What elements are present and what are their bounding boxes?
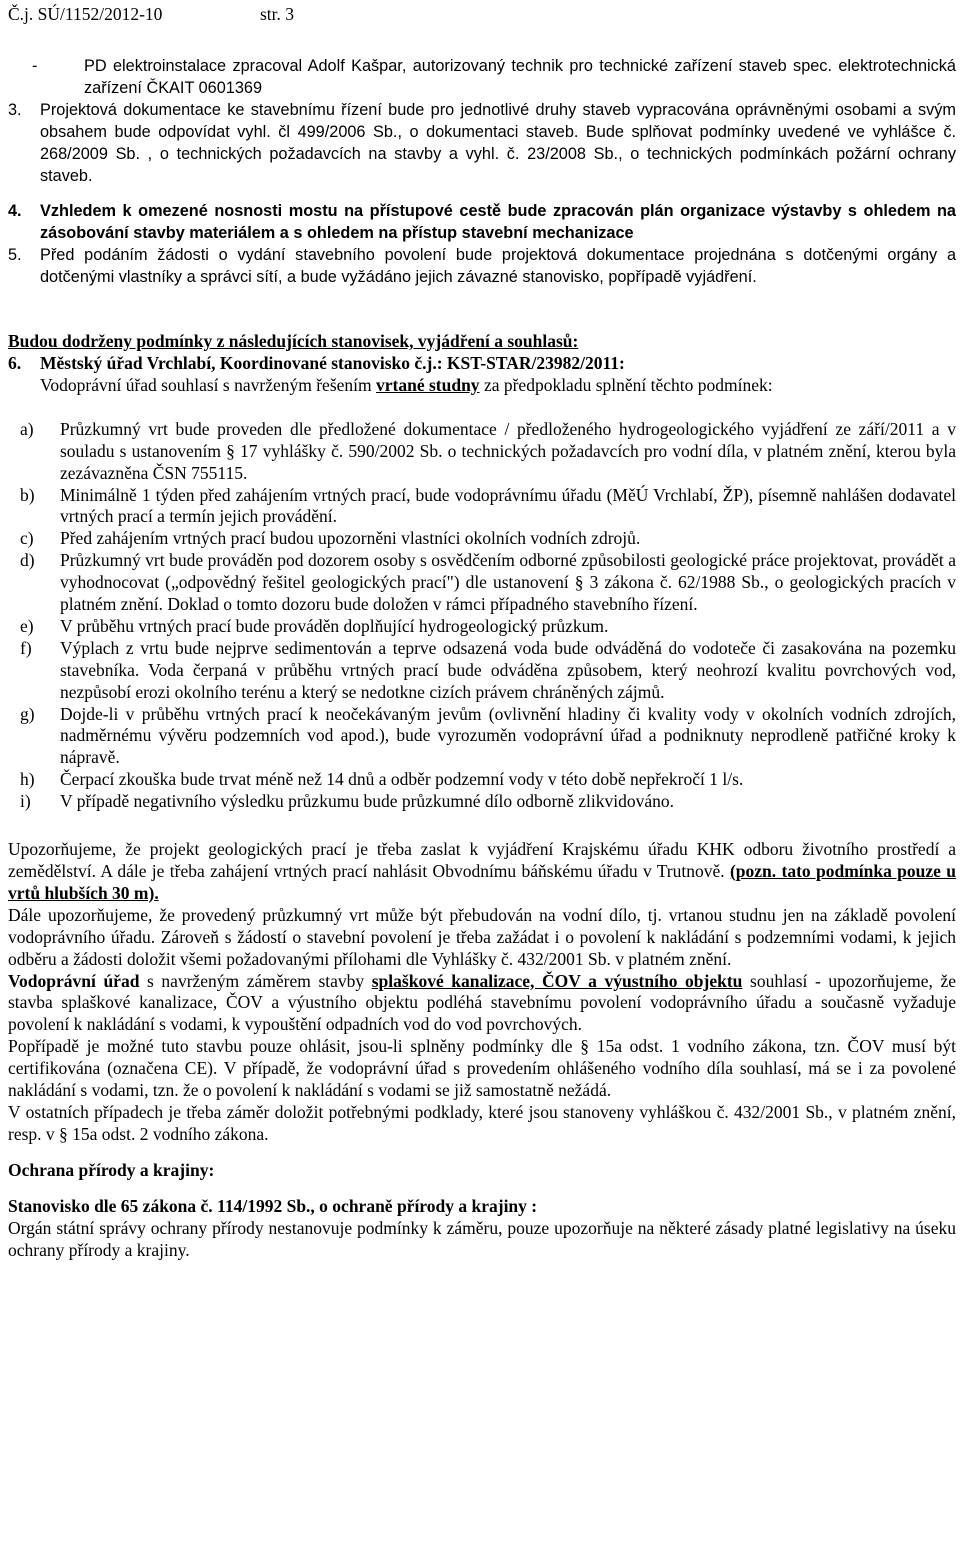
condition-item bbox=[8, 616, 956, 638]
condition-text: Výplach z vrtu bude nejprve sedimentován a teprve odsazená voda bude odváděná do vodotečе či zasakována na pozemku stavebníka. Voda čerpaná v průběhu vrtných prací bude odváděna způsobem, který neohrozí kvalitu povrchových vod, nezpůsobí erozi okolního terénu a který se nedotkne cizích právem chráněných zájmů. bbox=[60, 637, 956, 702]
condition-letter: g) bbox=[20, 703, 35, 724]
list-text: Projektová dokumentace ke stavebnímu řízení bude pro jednotlivé druhy staveb vypracována oprávněnými osobami a svým obsahem bude odpovídat vyhl. čl 499/2006 Sb., o dokumentaci staveb. Bude splňovat podmínky uvedené ve vyhlášce č. 268/2009 Sb. , o technických požadavcích na stavby a vyhl. č. 23/2008 Sb., o technických podmínkách požární ochrany staveb. bbox=[40, 100, 956, 185]
condition-item bbox=[8, 419, 956, 485]
notice-note: (pozn. tato podmínka pouze u vrtů hlubších 30 m). bbox=[8, 861, 956, 903]
condition-text: Čerpací zkouška bude trvat méně než 14 dnů a odběr podzemní vody v této době nepřekročí 1 l/s. bbox=[60, 769, 744, 790]
list-text: Vzhledem k omezené nosnosti mostu na přístupové cestě bude zpracován plán organizace výstavby s ohledem na zásobování stavby materiálem a s ohledem na přístup stavební mechanizace bbox=[40, 202, 956, 243]
condition-letter: d) bbox=[20, 550, 35, 571]
condition-text: Dojde-li v průběhu vrtných prací k neočekávaným jevům (ovlivnění hladiny či kvality vody v okolních vodních zdrojích, nadměrnému vývěru podzemních vod apod.), bude vyrozuměn vodoprávní úřad a podniknuty neprodleně patřičné kroky k nápravě. bbox=[60, 703, 956, 768]
condition-letter: f) bbox=[20, 637, 32, 658]
nature-subheading: Stanovisko dle 65 zákona č. 114/1992 Sb., o ochraně přírody a krajiny : bbox=[8, 1195, 538, 1216]
condition-letter: i) bbox=[20, 791, 31, 812]
list-item bbox=[8, 100, 956, 188]
nature-text: Orgán státní správy ochrany přírody nestanovuje podmínky k záměru, pouze upozorňuje na některé zásady platné legislativy na úseku ochrany přírody a krajiny. bbox=[8, 1217, 956, 1260]
condition-text: V průběhu vrtných prací bude prováděn doplňující hydrogeologický průzkum. bbox=[60, 615, 609, 636]
conditions-list bbox=[8, 419, 956, 813]
opinion-title: Městský úřad Vrchlabí, Koordinované stanovisko č.j.: KST-STAR/23982/2011: bbox=[40, 352, 625, 373]
nature-heading: Ochrana přírody a krajiny: bbox=[8, 1159, 215, 1180]
condition-text: Průzkumný vrt bude proveden dle předložené dokumentace / předloženého hydrogeologického vyjádření ze září/2011 a v souladu s ustanovením § 17 vyhlášky č. 590/2002 Sb. o technických požadavcích pro vodní díla, v platném znění, kterou byla zezávazněna ČSN 755115. bbox=[60, 418, 956, 483]
well-term: vrtané studny bbox=[376, 374, 480, 395]
condition-letter: c) bbox=[20, 528, 34, 549]
sewer-term: splaškové kanalizace, ČOV a výustního objektu bbox=[371, 970, 743, 991]
condition-letter: h) bbox=[20, 769, 35, 790]
notice-paragraph: Dále upozorňujeme, že provedený průzkumný vrt může být přebudován na vodní dílo, tj. vrtanou studnu jen na základě povolení vodoprávního úřadu. Zároveň s žádostí o stavební povolení je třeba zažádat i o povolení k nakládání s podzemními vodami, k jejich odběru a žádosti doložit všemi požadovanými přílohami dle Vyhlášky č. 432/2001 Sb. v platném znění. bbox=[8, 904, 956, 969]
condition-letter: e) bbox=[20, 615, 34, 636]
condition-item bbox=[8, 704, 956, 770]
condition-text: Průzkumný vrt bude prováděn pod dozorem osoby s osvědčením odborné způsobilosti geologické práce projektovat, provádět a vyhodnocovat („odpovědný řešitel geologických prací") dle ustanovení § 3 zákona č. 62/1988 Sb., o geologických pracích v platném znění. Doklad o tomto dozoru bude doložen v rámci případného stavebního řízení. bbox=[60, 550, 956, 615]
list-item bbox=[8, 353, 956, 375]
condition-letter: b) bbox=[20, 484, 35, 505]
list-item bbox=[8, 201, 956, 245]
opinion-intro: Vodoprávní úřad souhlasí s navrženým řešením vrtané studny za předpokladu splnění těchto podmínek: bbox=[40, 374, 773, 395]
list-marker: - bbox=[32, 57, 38, 75]
notice-paragraph: Popřípadě je možné tuto stavbu pouze ohlásit, jsou-li splněny podmínky dle § 15a odst. 1 vodního zákona, tzn. ČOV musí být certifikována (označena CE). V případě, že vodoprávní úřad s provedením ohlášeného vodního díla souhlasí, má se i za povolené nakládání s vodami, tzn. že o povolení k nakládání s vodami se již samostatně nežádá. bbox=[8, 1036, 956, 1101]
reference-number: Č.j. SÚ/1152/2012-10 bbox=[8, 4, 163, 24]
notice-paragraph: Upozorňujeme, že projekt geologických prací je třeba zaslat k vyjádření Krajskému úřadu KHK odboru životního prostředí a zemědělství. A dále je třeba zahájení vrtných prací nahlásit Obvodnímu báňskému úřadu v Trutnově. (pozn. tato podmínka pouze u vrtů hlubších 30 m). bbox=[8, 839, 956, 903]
list-text: Před podáním žádosti o vydání stavebního povolení bude projektová dokumentace projednána s dotčenými orgány a dotčenými vlastníky a správci sítí, a bude vyžádáno jejich závazné stanovisko, popřípadě vyjádření. bbox=[40, 246, 956, 287]
condition-item bbox=[8, 485, 956, 529]
condition-item bbox=[8, 769, 956, 791]
section-heading: Budou dodrženy podmínky z následujících stanovisek, vyjádření a souhlasů: bbox=[8, 331, 579, 352]
condition-text: Před zahájením vrtných prací budou upozorněni vlastníci okolních vodních zdrojů. bbox=[60, 528, 641, 549]
document-body bbox=[8, 54, 956, 1261]
condition-letter: a) bbox=[20, 418, 34, 439]
page-number: str. 3 bbox=[260, 4, 295, 24]
condition-item bbox=[8, 528, 956, 550]
condition-text: Minimálně 1 týden před zahájením vrtných prací, bude vodoprávnímu úřadu (MěÚ Vrchlabí, ŽP), písemně nahlášen dodavatel vrtných prací a termín jejich provádění. bbox=[60, 484, 956, 527]
list-number: 6. bbox=[8, 352, 22, 373]
list-item bbox=[8, 245, 956, 289]
condition-item bbox=[8, 791, 956, 813]
notice-paragraph: V ostatních případech je třeba záměr doložit potřebnými podklady, které jsou stanoveny vyhláškou č. 432/2001 Sb., v platném znění, resp. v § 15a odst. 2 vodního zákona. bbox=[8, 1101, 956, 1144]
sewer-paragraph: Vodoprávní úřad s navrženým záměrem stavby splaškové kanalizace, ČOV a výustního objektu souhlasí - upozorňujeme, že stavba splaškové kanalizace, ČOV a výustního objektu podléhá stavebnímu povolení vodoprávního úřadu a současně vyžaduje povolení k nakládání s vodami, k vypouštění odpadních vod do vod povrchových. bbox=[8, 970, 956, 1035]
condition-item bbox=[8, 550, 956, 616]
list-number: 5. bbox=[8, 246, 22, 265]
list-number: 3. bbox=[8, 100, 22, 119]
page-header bbox=[8, 4, 295, 24]
condition-text: V případě negativního výsledku průzkumu bude průzkumné dílo odborně zlikvidováno. bbox=[60, 791, 674, 812]
list-item bbox=[8, 56, 956, 100]
list-text: PD elektroinstalace zpracoval Adolf Kašpar, autorizovaný technik pro technické zařízení staveb spec. elektrotechnická zařízení ČKAIT 0601369 bbox=[84, 57, 956, 97]
condition-item bbox=[8, 638, 956, 704]
list-number: 4. bbox=[8, 202, 22, 221]
